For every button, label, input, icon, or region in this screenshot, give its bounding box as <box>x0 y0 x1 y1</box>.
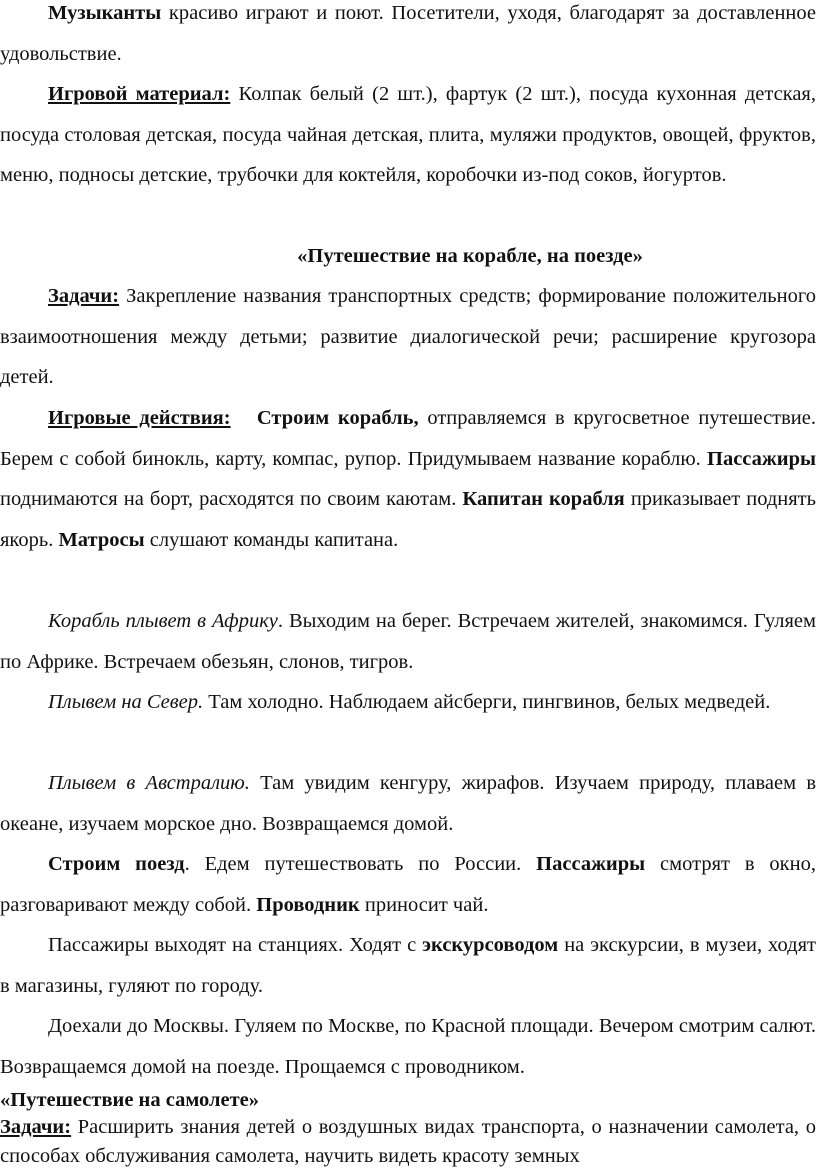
paragraph-text: Расширить знания детей о воздушных видах транспорта, о назначении самолета, о способах обслуживания самолета, научить видеть красоту земных <box>0 1116 816 1167</box>
paragraph-text: Там холодно. Наблюдаем айсберги, пингвинов, белых медведей. <box>203 691 771 713</box>
paragraph-musicians <box>0 0 816 74</box>
paragraph-game-material <box>0 74 816 196</box>
paragraph-stations <box>0 925 816 1006</box>
bold-term: экскурсоводом <box>422 934 559 956</box>
italic-term: Корабль плывет в Африку <box>48 610 278 632</box>
bold-term: Капитан корабля <box>462 488 625 510</box>
spacer <box>231 407 257 429</box>
section-title-plane: «Путешествие на самолете» <box>0 1089 260 1111</box>
paragraph-africa <box>0 601 816 682</box>
game-actions-label: Игровые действия: <box>48 407 231 429</box>
game-material-label: Игровой материал: <box>48 83 231 105</box>
paragraph-text: отправляемся в кругосветное путешествие. Берем с собой бинокль, карту, компас, рупор. Придумываем название кораблю. <box>0 407 816 470</box>
paragraph-train <box>0 844 816 925</box>
tasks-label: Задачи: <box>48 285 120 307</box>
bold-term: Пассажиры <box>707 447 816 470</box>
paragraph-text: . Едем путешествовать по России. <box>184 853 537 875</box>
bold-term: Строим поезд <box>48 853 185 875</box>
paragraph-australia <box>0 763 816 844</box>
paragraph-plane-tasks <box>0 1113 816 1171</box>
paragraph-text: Закрепление названия транспортных средств; формирование положительного взаимоотношения между детьми; развитие диалогической речи; расширение кругозора детей. <box>0 285 816 388</box>
bold-term: Музыканты <box>48 2 162 24</box>
paragraph-text: поднимаются на борт, расходятся по своим каютам. <box>0 488 463 510</box>
paragraph-moscow <box>0 1006 816 1087</box>
bold-term: Пассажиры <box>536 853 646 875</box>
paragraph-text: Доехали до Москвы. Гуляем по Москве, по Красной площади. Вечером смотрим салют. Возвращаемся домой на поезде. Прощаемся с проводником. <box>0 1015 816 1078</box>
paragraph-game-actions <box>0 398 816 560</box>
bold-term: Матросы <box>58 528 145 551</box>
paragraph-text: красиво играют и поют. Посетители, уходя, благодарят за доставленное удовольствие. <box>0 2 816 65</box>
paragraph-tasks <box>0 276 816 398</box>
bold-term: Проводник <box>256 893 360 916</box>
paragraph-text: Там увидим кенгуру, жирафов. Изучаем природу, плаваем в океане, изучаем морское дно. Возвращаемся домой. <box>0 772 816 835</box>
paragraph-text: на экскурсии, в музеи, ходят в магазины, гуляют по городу. <box>0 934 816 997</box>
paragraph-north <box>0 682 816 723</box>
paragraph-text: Пассажиры выходят на станциях. Ходят с <box>48 934 423 956</box>
paragraph-text: . Выходим на берег. Встречаем жителей, знакомимся. Гуляем по Африке. Встречаем обезьян, слонов, тигров. <box>0 610 816 673</box>
bold-term: Строим корабль, <box>256 407 419 429</box>
italic-term: Плывем в Австралию. <box>48 772 250 794</box>
italic-term: Плывем на Север. <box>48 691 204 713</box>
paragraph-text: слушают команды капитана. <box>144 528 399 551</box>
paragraph-text: приносит чай. <box>359 893 489 916</box>
paragraph-text: приказывает поднять якорь. <box>0 488 816 551</box>
section-title-ship-train: «Путешествие на корабле, на поезде» <box>297 245 643 267</box>
paragraph-text: Колпак белый (2 шт.), фартук (2 шт.), посуда кухонная детская, посуда столовая детская, посуда чайная детская, плита, муляжи продуктов, овощей, фруктов, меню, подносы детские, трубочки для коктейля, коробочки из-под соков, йогуртов. <box>0 83 816 186</box>
tasks-label: Задачи: <box>0 1116 72 1138</box>
paragraph-text: смотрят в окно, разговаривают между собой. <box>0 853 816 916</box>
